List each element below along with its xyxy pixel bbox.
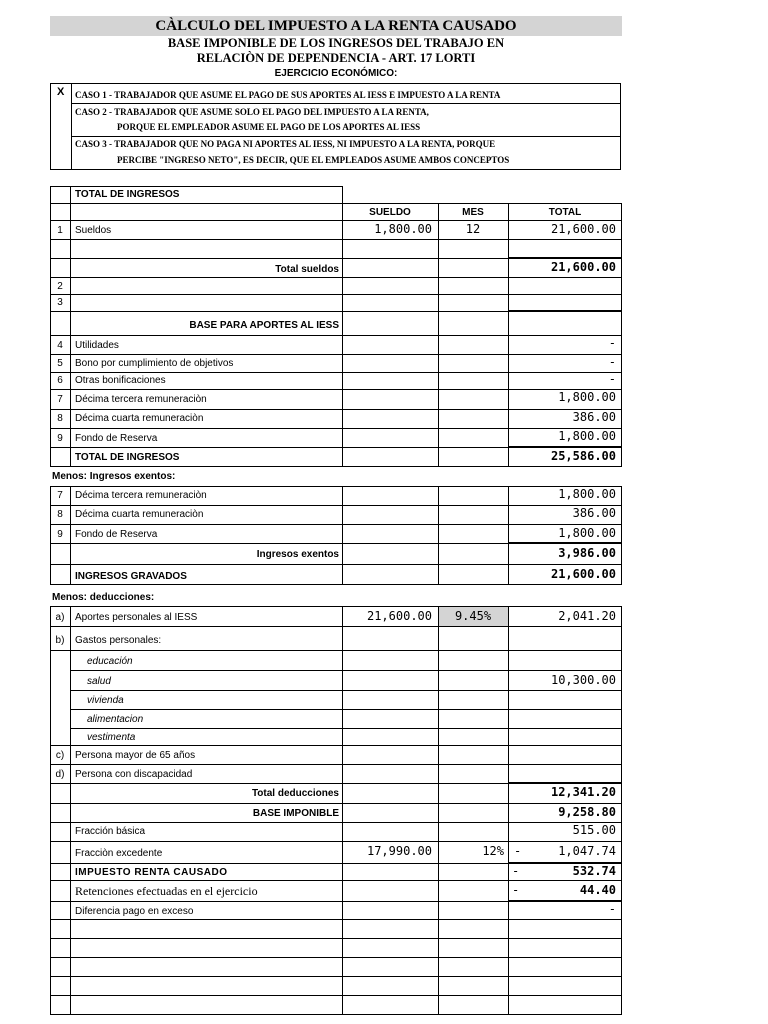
- row-label-decima-tercera: Décima tercera remuneraciòn: [75, 394, 207, 405]
- fraccion-basica-label: Fracción básica: [75, 826, 146, 837]
- row-number: 7: [57, 394, 63, 405]
- row-number: 8: [57, 413, 63, 424]
- page-title: CÀLCULO DEL IMPUESTO A LA RENTA CAUSADO: [50, 16, 622, 36]
- row-label-sueldos: Sueldos: [75, 225, 112, 236]
- row-label-otras-bonificaciones: Otras bonificaciones: [75, 375, 166, 386]
- exempt-label-decima-cuarta: Décima cuarta remuneraciòn: [75, 509, 204, 520]
- sueldo-input[interactable]: 1,800.00: [374, 222, 432, 236]
- otras-bonificaciones-total[interactable]: -: [608, 372, 616, 386]
- total-deducciones-value: 12,341.20: [550, 785, 616, 799]
- retenciones-sign: -: [512, 883, 520, 897]
- impuesto-renta-sign: -: [512, 864, 520, 878]
- row-letter: c): [55, 750, 65, 761]
- base-imponible-label: BASE IMPONIBLE: [252, 808, 339, 819]
- subtitle-line-2: RELACIÒN DE DEPENDENCIA - ART. 17 LORTI: [196, 51, 476, 65]
- retenciones-value[interactable]: 44.40: [579, 883, 616, 897]
- bono-total[interactable]: -: [608, 355, 616, 369]
- total-deducciones-label: Total deducciones: [251, 788, 339, 799]
- row-number: 1: [57, 225, 63, 236]
- col-header-mes: MES: [462, 207, 484, 218]
- gasto-salud-label: salud: [87, 676, 111, 687]
- decima-cuarta-total[interactable]: 386.00: [572, 410, 616, 424]
- fiscal-year-label: EJERCICIO ECONÓMICO:: [274, 68, 398, 79]
- fraccion-excedente-sign: -: [514, 844, 522, 858]
- deductions-heading: Menos: deducciones:: [52, 592, 155, 603]
- ingresos-exentos-label: Ingresos exentos: [256, 549, 339, 560]
- case-2-text-a[interactable]: CASO 2 - TRABAJADOR QUE ASUME SOLO EL PAGO DEL IMPUESTO A LA RENTA,: [75, 107, 429, 117]
- total-sueldos-value: 21,600.00: [550, 260, 616, 274]
- ingresos-gravados-label: INGRESOS GRAVADOS: [75, 571, 187, 582]
- fraccion-excedente-rate: 12%: [482, 844, 504, 858]
- row-number: 5: [57, 358, 63, 369]
- fraccion-excedente-base: 17,990.00: [366, 844, 432, 858]
- diferencia-label: Diferencia pago en exceso: [75, 906, 194, 917]
- gasto-vestimenta-label: vestimenta: [87, 732, 136, 743]
- case-2-text-b: PORQUE EL EMPLEADOR ASUME EL PAGO DE LOS APORTES AL IESS: [117, 122, 421, 132]
- aportes-iess-label: Aportes personales al IESS: [75, 612, 198, 623]
- exempt-label-decima-tercera: Décima tercera remuneraciòn: [75, 490, 207, 501]
- exempt-fondo-reserva-value: 1,800.00: [558, 526, 616, 540]
- col-header-total: TOTAL: [548, 207, 582, 218]
- gasto-vivienda-label: vivienda: [87, 695, 124, 706]
- exempt-decima-tercera-value: 1,800.00: [558, 487, 616, 501]
- decima-tercera-total[interactable]: 1,800.00: [558, 390, 616, 404]
- income-heading: TOTAL DE INGRESOS: [75, 189, 180, 200]
- fraccion-excedente-label: Fracciòn excedente: [75, 848, 163, 859]
- row-number: 8: [57, 509, 63, 520]
- row-letter: a): [55, 612, 65, 623]
- case-selected-mark[interactable]: X: [57, 86, 65, 98]
- discapacidad-label: Persona con discapacidad: [75, 769, 193, 780]
- exempt-decima-cuarta-value: 386.00: [572, 506, 616, 520]
- subtitle-line-1: BASE IMPONIBLE DE LOS INGRESOS DEL TRABAJO EN: [167, 36, 505, 50]
- retenciones-label: Retenciones efectuadas en el ejercicio: [75, 884, 258, 898]
- row-letter: b): [55, 635, 65, 646]
- utilidades-total[interactable]: -: [608, 336, 616, 350]
- row-number: 6: [57, 375, 63, 386]
- row-label-decima-cuarta: Décima cuarta remuneraciòn: [75, 413, 204, 424]
- total-ingresos-value: 25,586.00: [550, 449, 616, 463]
- case-3-text-b: PERCIBE "INGRESO NETO", ES DECIR, QUE EL EMPLEADOS ASUME AMBOS CONCEPTOS: [117, 155, 510, 165]
- mayor-65-label: Persona mayor de 65 años: [75, 750, 196, 761]
- gasto-alimentacion-label: alimentacion: [87, 714, 144, 725]
- impuesto-renta-value: 532.74: [572, 864, 616, 878]
- mes-input[interactable]: 12: [465, 222, 481, 236]
- row-number: 9: [57, 529, 63, 540]
- col-header-sueldo: SUELDO: [369, 207, 411, 218]
- ingresos-exentos-value: 3,986.00: [558, 546, 616, 560]
- fraccion-excedente-value: 1,047.74: [558, 844, 616, 858]
- gasto-salud-value[interactable]: 10,300.00: [550, 673, 616, 687]
- gasto-educacion-label: educación: [87, 656, 133, 667]
- exempt-label-fondo-reserva: Fondo de Reserva: [75, 529, 158, 540]
- case-3-text-a[interactable]: CASO 3 - TRABAJADOR QUE NO PAGA NI APORTES AL IESS, NI IMPUESTO A LA RENTA, PORQUE: [75, 139, 496, 149]
- case-1-text[interactable]: CASO 1 - TRABAJADOR QUE ASUME EL PAGO DE SUS APORTES AL IESS E IMPUESTO A LA RENTA: [75, 90, 501, 100]
- row-number: 7: [57, 490, 63, 501]
- total-sueldos-label: Total sueldos: [275, 264, 339, 275]
- row-number: 2: [57, 281, 63, 292]
- row-number: 9: [57, 433, 63, 444]
- base-imponible-value: 9,258.80: [558, 805, 616, 819]
- aportes-iess-rate[interactable]: 9.45%: [454, 609, 492, 623]
- row-letter: d): [55, 769, 65, 780]
- ingresos-gravados-value: 21,600.00: [550, 567, 616, 581]
- row-number: 4: [57, 340, 63, 351]
- row-number: 3: [57, 297, 63, 308]
- row-label-fondo-reserva: Fondo de Reserva: [75, 433, 158, 444]
- exempt-heading: Menos: Ingresos exentos:: [52, 471, 176, 482]
- aportes-iess-base: 21,600.00: [366, 609, 432, 623]
- gastos-personales-label: Gastos personales:: [75, 635, 162, 646]
- impuesto-renta-label: IMPUESTO RENTA CAUSADO: [75, 867, 228, 878]
- aportes-iess-value: 2,041.20: [558, 609, 616, 623]
- fondo-reserva-total[interactable]: 1,800.00: [558, 429, 616, 443]
- row-label-bono: Bono por cumplimiento de objetivos: [75, 358, 234, 369]
- fraccion-basica-value: 515.00: [572, 823, 616, 837]
- sueldos-total: 21,600.00: [550, 222, 616, 236]
- base-iess-label: BASE PARA APORTES AL IESS: [189, 320, 339, 331]
- total-ingresos-label: TOTAL DE INGRESOS: [75, 452, 180, 463]
- row-label-utilidades: Utilidades: [75, 340, 119, 351]
- diferencia-value: -: [608, 902, 616, 916]
